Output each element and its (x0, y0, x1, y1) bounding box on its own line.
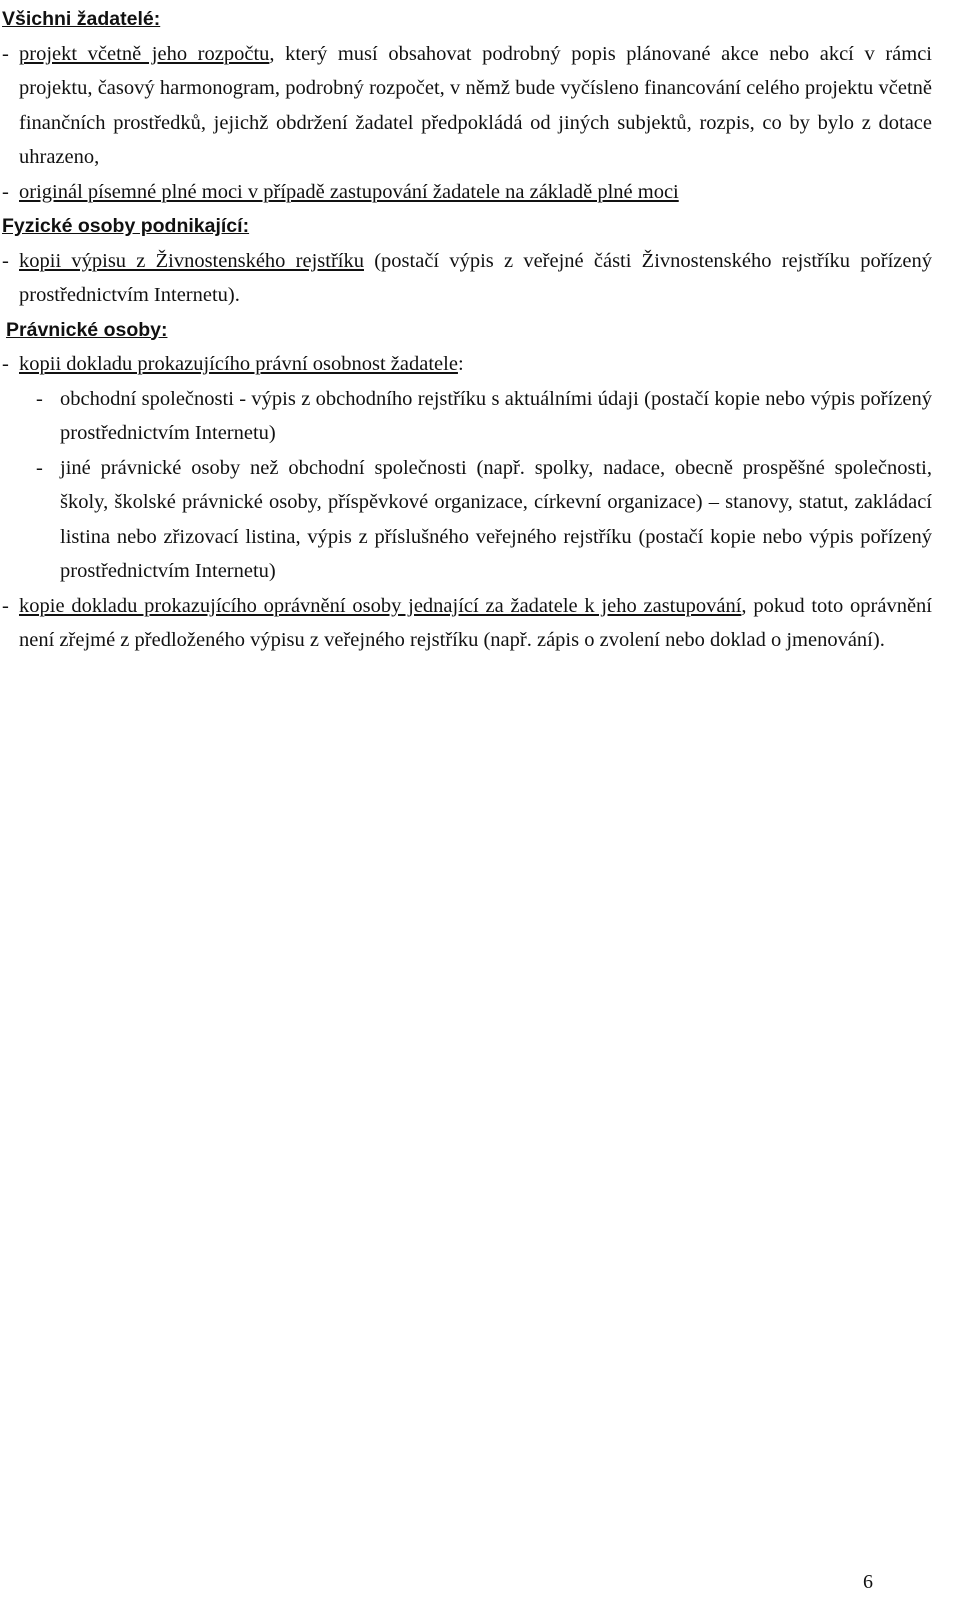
underlined-term: kopii výpisu z Živnostenského rejstříku (19, 249, 364, 272)
list-item (2, 244, 932, 313)
bullet-dash: - (36, 456, 43, 479)
list-item (2, 589, 932, 658)
bullet-dash: - (2, 594, 9, 617)
section-heading-all-applicants: Všichni žadatelé: (2, 8, 161, 30)
sub-list-item (2, 382, 932, 451)
bullet-dash: - (2, 353, 9, 375)
underlined-term: kopie dokladu prokazujícího oprávnění osoby jednající za žadatele k jeho zastupování (19, 594, 742, 617)
bullet-dash: - (36, 387, 43, 410)
bullet-dash: - (2, 249, 9, 272)
document-page (2, 2, 932, 658)
sub-item-text: obchodní společnosti - výpis z obchodního rejstříku s aktuálními údaji (postačí kopie nebo výpis pořízený prostřednictvím Internetu) (60, 387, 932, 444)
item-text: : (457, 353, 464, 375)
bullet-dash: - (2, 180, 9, 203)
page-number: 6 (863, 1571, 873, 1593)
underlined-term: originál písemné plné moci v případě zastupování žadatele na základě plné moci (19, 180, 679, 203)
sub-list-item (2, 451, 932, 589)
section-heading-legal-entities: Právnické osoby: (6, 318, 168, 341)
item-text: (postačí výpis z veřejné části Živnostenského rejstříku pořízený prostřednictvím Internetu). (19, 249, 933, 306)
list-item (2, 347, 932, 382)
sub-item-text: jiné právnické osoby než obchodní společnosti (např. spolky, nadace, obecně prospěšné společnosti, školy, školské právnické osoby, příspěvkové organizace, církevní organizace) – stanovy, statut, zakládací listina nebo zřizovací listina, výpis z příslušného veřejného rejstříku (postačí kopie nebo výpis pořízený prostřednictvím Internetu) (60, 456, 932, 582)
list-item (2, 37, 932, 175)
list-item (2, 175, 932, 210)
item-text: , pokud toto oprávnění není zřejmé z předloženého výpisu z veřejného rejstříku (např. zápis o zvolení nebo doklad o jmenování). (19, 594, 932, 651)
item-text: , který musí obsahovat podrobný popis plánované akce nebo akcí v rámci projektu, časový harmonogram, podrobný rozpočet, v němž bude vyčísleno financování celého projektu včetně finančních prostředků, jejichž obdržení žadatel předpokládá od jiných subjektů, rozpis, co by bylo z dotace uhrazeno, (19, 42, 933, 168)
bullet-dash: - (2, 42, 9, 65)
section-heading-natural-persons: Fyzické osoby podnikající: (2, 215, 250, 237)
underlined-term: projekt včetně jeho rozpočtu (19, 42, 270, 65)
underlined-term: kopii dokladu prokazujícího právní osobnost žadatele (19, 353, 458, 375)
